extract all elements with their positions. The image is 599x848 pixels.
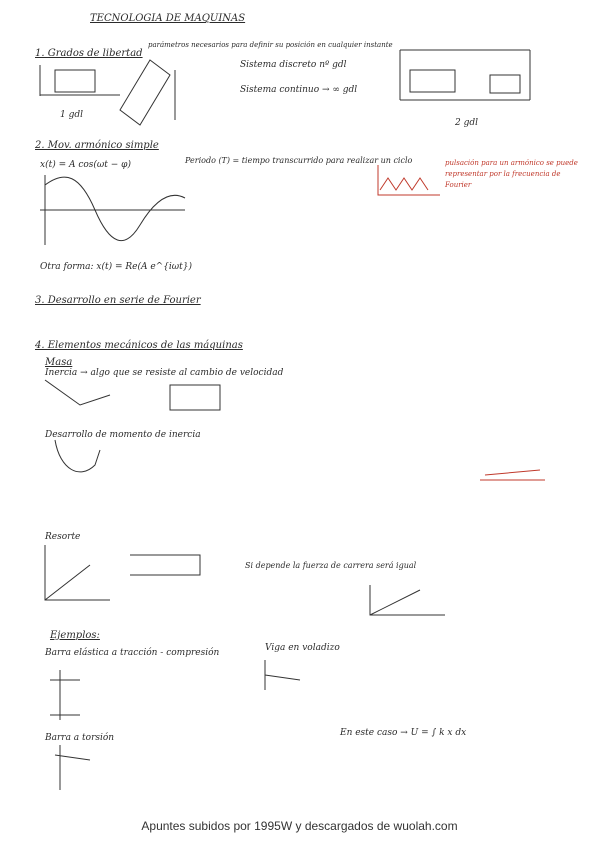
mass-sketch-2 (410, 70, 455, 92)
moment-sketch (55, 440, 100, 472)
section-3-heading: 3. Desarrollo en serie de Fourier (35, 295, 201, 306)
section-1-heading: 1. Grados de libertad (35, 48, 143, 59)
two-dof-label: 2 gdl (455, 118, 478, 128)
mass-subheading: Masa (45, 357, 73, 368)
harmonic-equation: x(t) = A cos(ωt − φ) (40, 160, 131, 170)
energy-graph-sketch (370, 585, 445, 615)
discrete-system-text: Sistema discreto nº gdl (240, 60, 347, 70)
one-dof-label: 1 gdl (60, 110, 83, 120)
sine-wave-sketch (45, 177, 185, 241)
bar-tension-sketch (50, 670, 80, 720)
complex-form-equation: Otra forma: x(t) = Re(A e^{iωt}) (40, 262, 192, 272)
page-footer: Apuntes subidos por 1995W y descargados de wuolah.com (141, 819, 458, 833)
section-1-note: parámetros necesarios para definir su posición en cualquier instante (148, 41, 393, 49)
example-3-title: Barra a torsión (45, 733, 115, 743)
spring-graph-sketch (45, 545, 110, 600)
example-1-title: Barra elástica a tracción - compresión (45, 648, 220, 658)
examples-heading: Ejemplos: (50, 630, 100, 641)
page-title: TECNOLOGIA DE MAQUINAS (90, 13, 246, 24)
mass-sketch-1 (55, 70, 95, 92)
cantilever-sketch (265, 660, 300, 690)
spring-subheading: Resorte (45, 532, 81, 542)
force-diagram-sketch (45, 380, 110, 405)
inertia-box-sketch (170, 385, 220, 410)
mass-sketch-3 (490, 75, 520, 93)
pendulum-sketch (120, 60, 170, 125)
spring-bar-sketch (130, 555, 200, 575)
red-side-note: pulsación para un armónico se puede representar por la frecuencia de Fourier (445, 159, 578, 189)
example-2-title: Viga en voladizo (265, 643, 340, 653)
moment-of-inertia-text: Desarrollo de momento de inercia (45, 430, 201, 440)
torsion-bar-sketch (55, 745, 90, 790)
period-definition: Periodo (T) = tiempo transcurrido para realizar un ciclo (185, 156, 413, 165)
red-sawtooth-sketch (378, 165, 440, 195)
example-case-equation: En este caso → U = ∫ k x dx (340, 728, 467, 738)
red-underline-sketch (480, 470, 545, 480)
section-4-heading: 4. Elementos mecánicos de las máquinas (35, 340, 243, 351)
inertia-definition: Inercia → algo que se resiste al cambio de velocidad (45, 368, 284, 378)
spring-energy-note: Si depende la fuerza de carrera será igual (245, 561, 417, 570)
continuous-system-text: Sistema continuo → ∞ gdl (240, 85, 358, 95)
section-2-heading: 2. Mov. armónico simple (35, 140, 159, 151)
sine-axes (40, 175, 185, 245)
